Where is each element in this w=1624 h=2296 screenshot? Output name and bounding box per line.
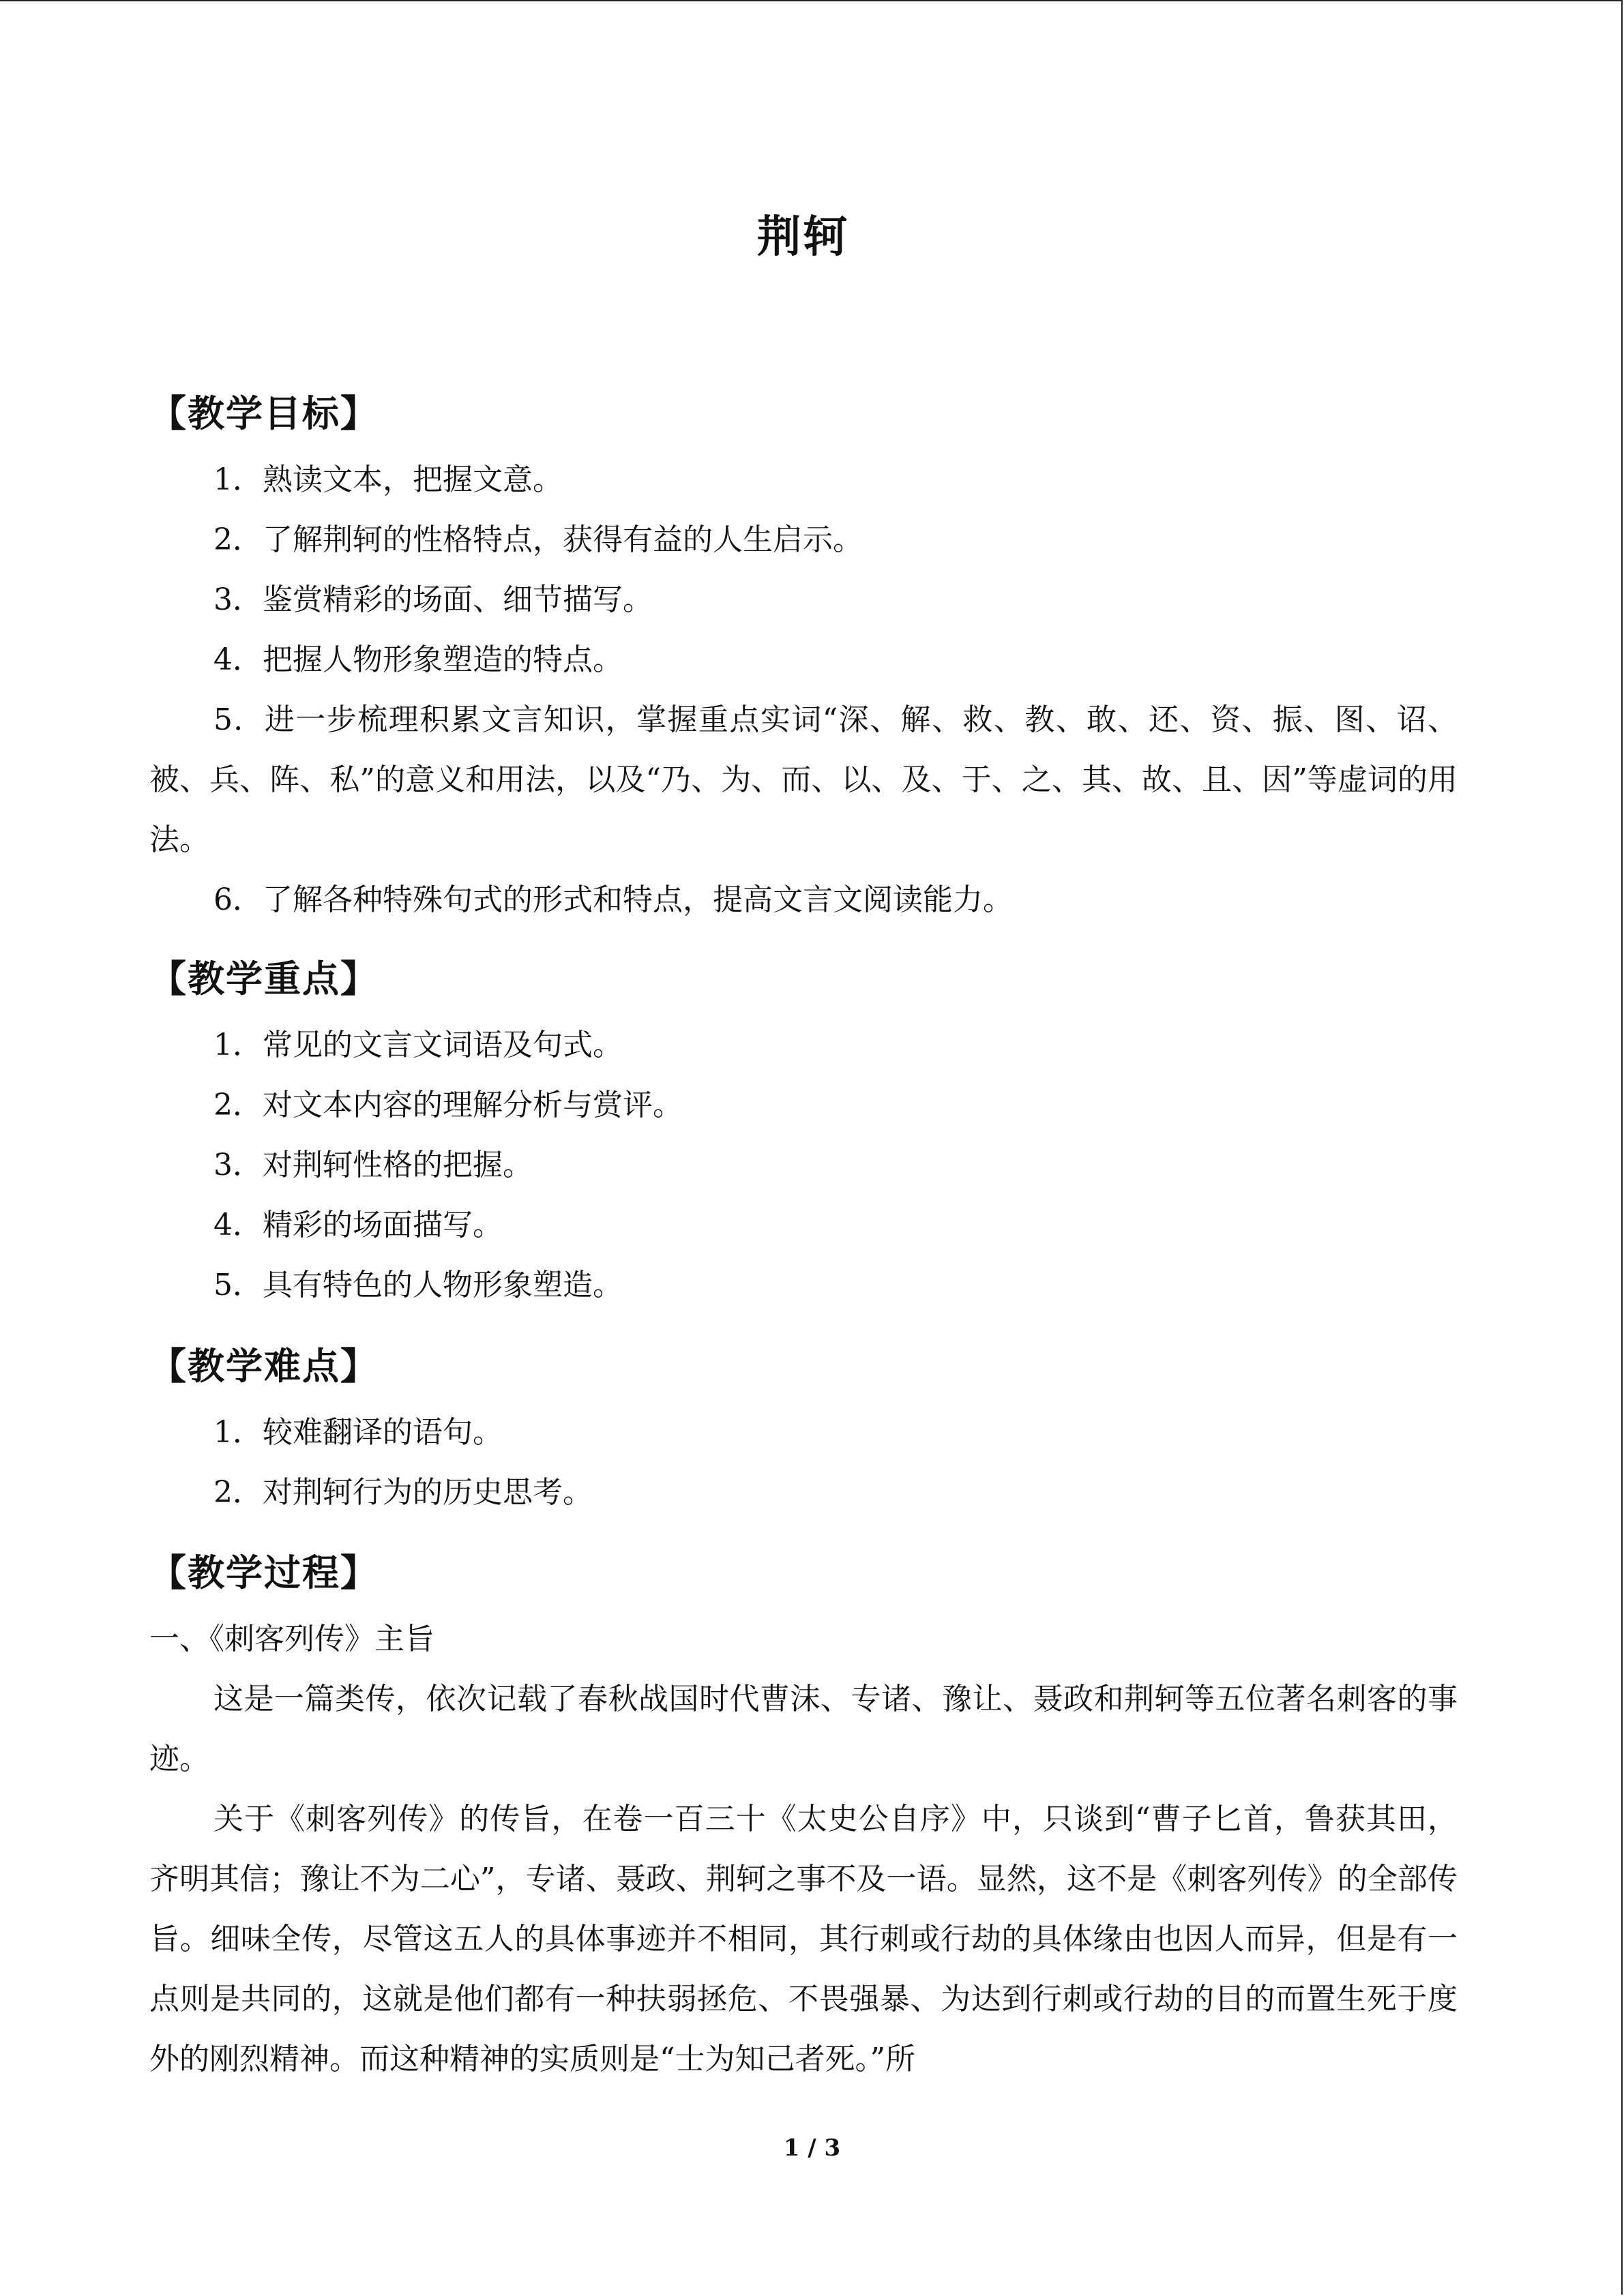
subheading: 一、《刺客列传》主旨	[149, 1622, 434, 1656]
body-paragraph: 关于《刺客列传》的传旨，在卷一百三十《太史公自序》中，只谈到“曹子匕首，鲁获其田，齐明其信；豫让不为二心”，专诸、聂政、荆轲之事不及一语。显然，这不是《刺客列传》的全部传旨。细味全传，尽管这五人的具体事迹并不相同，其行刺或行劫的具体缘由也因人而异，但是有一点则是共同的，这就是他们都有一种扶弱拯危、不畏强暴、为达到行刺或行劫的目的而置生死于度外的刚烈精神。而这种精神的实质则是“士为知己者死。”所	[149, 1802, 1458, 2076]
list-item: 4．精彩的场面描写。	[213, 1208, 503, 1242]
body-paragraph: 这是一篇类传，依次记载了春秋战国时代曹沫、专诸、豫让、聂政和荆轲等五位著名刺客的事迹。	[149, 1682, 1458, 1776]
section-teaching-process	[149, 1549, 1458, 2089]
section-heading: 【教学难点】	[149, 1345, 379, 1388]
section-heading: 【教学目标】	[149, 392, 379, 435]
list-item: 5．具有特色的人物形象塑造。	[213, 1268, 623, 1302]
list-item: 5．进一步梳理积累文言知识，掌握重点实词“深、解、救、教、敢、还、资、振、图、诏、被、兵、阵、私”的意义和用法，以及“乃、为、而、以、及、于、之、其、故、且、因”等虚词的用法。	[149, 702, 1458, 857]
focus-list	[149, 1015, 1458, 1315]
section-teaching-goals	[149, 390, 1458, 930]
list-item: 2．了解荆轲的性格特点，获得有益的人生启示。	[213, 522, 863, 557]
list-item: 1．熟读文本，把握文意。	[213, 462, 563, 497]
difficulties-list	[149, 1403, 1458, 1523]
list-item: 3．鉴赏精彩的场面、细节描写。	[213, 582, 653, 617]
document-title: 荆轲	[757, 212, 850, 263]
section-heading: 【教学重点】	[149, 957, 379, 1000]
list-item: 4．把握人物形象塑造的特点。	[213, 642, 623, 677]
page-number: 1 / 3	[783, 2134, 841, 2162]
section-teaching-focus	[149, 955, 1458, 1315]
list-item: 1．常见的文言文词语及句式。	[213, 1028, 623, 1062]
list-item: 2．对文本内容的理解分析与赏评。	[213, 1088, 683, 1122]
section-heading: 【教学过程】	[149, 1551, 379, 1594]
list-item: 6．了解各种特殊句式的形式和特点，提高文言文阅读能力。	[213, 882, 1013, 917]
list-item: 1．较难翻译的语句。	[213, 1415, 503, 1450]
list-item: 3．对荆轲性格的把握。	[213, 1148, 533, 1182]
goals-list	[149, 450, 1458, 930]
list-item: 2．对荆轲行为的历史思考。	[213, 1475, 593, 1510]
section-teaching-difficulties	[149, 1343, 1458, 1523]
